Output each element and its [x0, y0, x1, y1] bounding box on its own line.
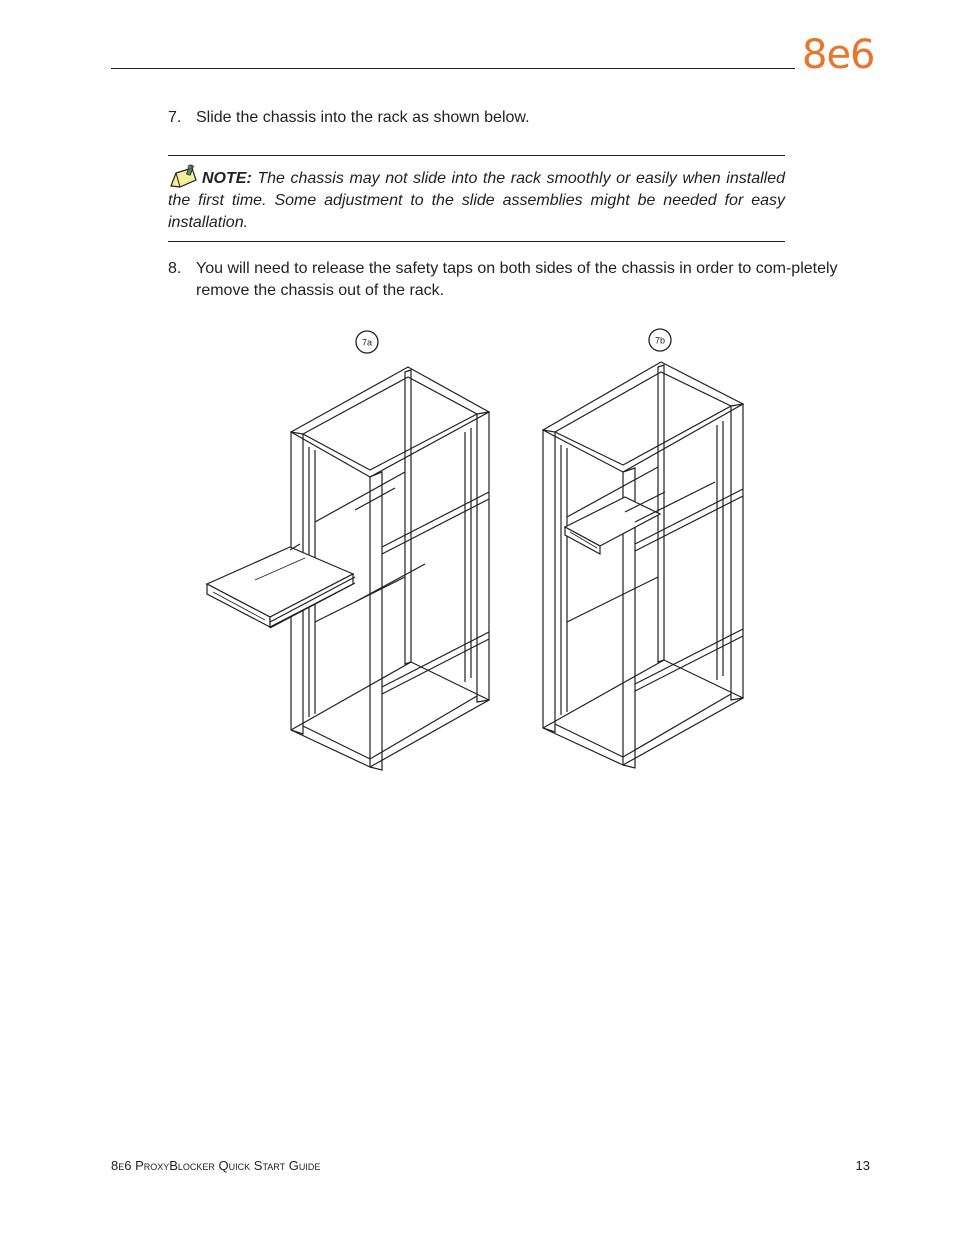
step-text: You will need to release the safety taps on both sides of the chassis in order to com-pletely remove the chassis out of the rack.: [196, 260, 838, 299]
header-rule: [111, 68, 795, 69]
note-label: NOTE:: [202, 170, 252, 187]
note-pencil-icon: [168, 164, 200, 190]
note-text: The chassis may not slide into the rack smoothly or easily when installed the first time. Some adjustment to the slide assemblies might be needed for easy installation.: [168, 170, 785, 231]
footer-title: 8e6 ProxyBlocker Quick Start Guide: [111, 1158, 321, 1173]
note-bottom-rule: [168, 241, 785, 242]
step-number: 8.: [168, 260, 182, 277]
rack-7b: [543, 329, 743, 768]
note-top-rule: [168, 155, 785, 156]
step-text: Slide the chassis into the rack as shown below.: [196, 109, 530, 126]
step-7: [168, 107, 838, 129]
step-8: [168, 258, 838, 302]
figure-label-7b: 7b: [654, 335, 666, 346]
page-number: 13: [855, 1158, 870, 1173]
rack-7a: [207, 331, 489, 770]
brand-logo: 8e6: [802, 32, 875, 78]
step-number: 7.: [168, 109, 182, 126]
note-box: [168, 164, 785, 234]
rack-illustration: [195, 322, 755, 782]
figure-label-7a: 7a: [361, 337, 373, 348]
